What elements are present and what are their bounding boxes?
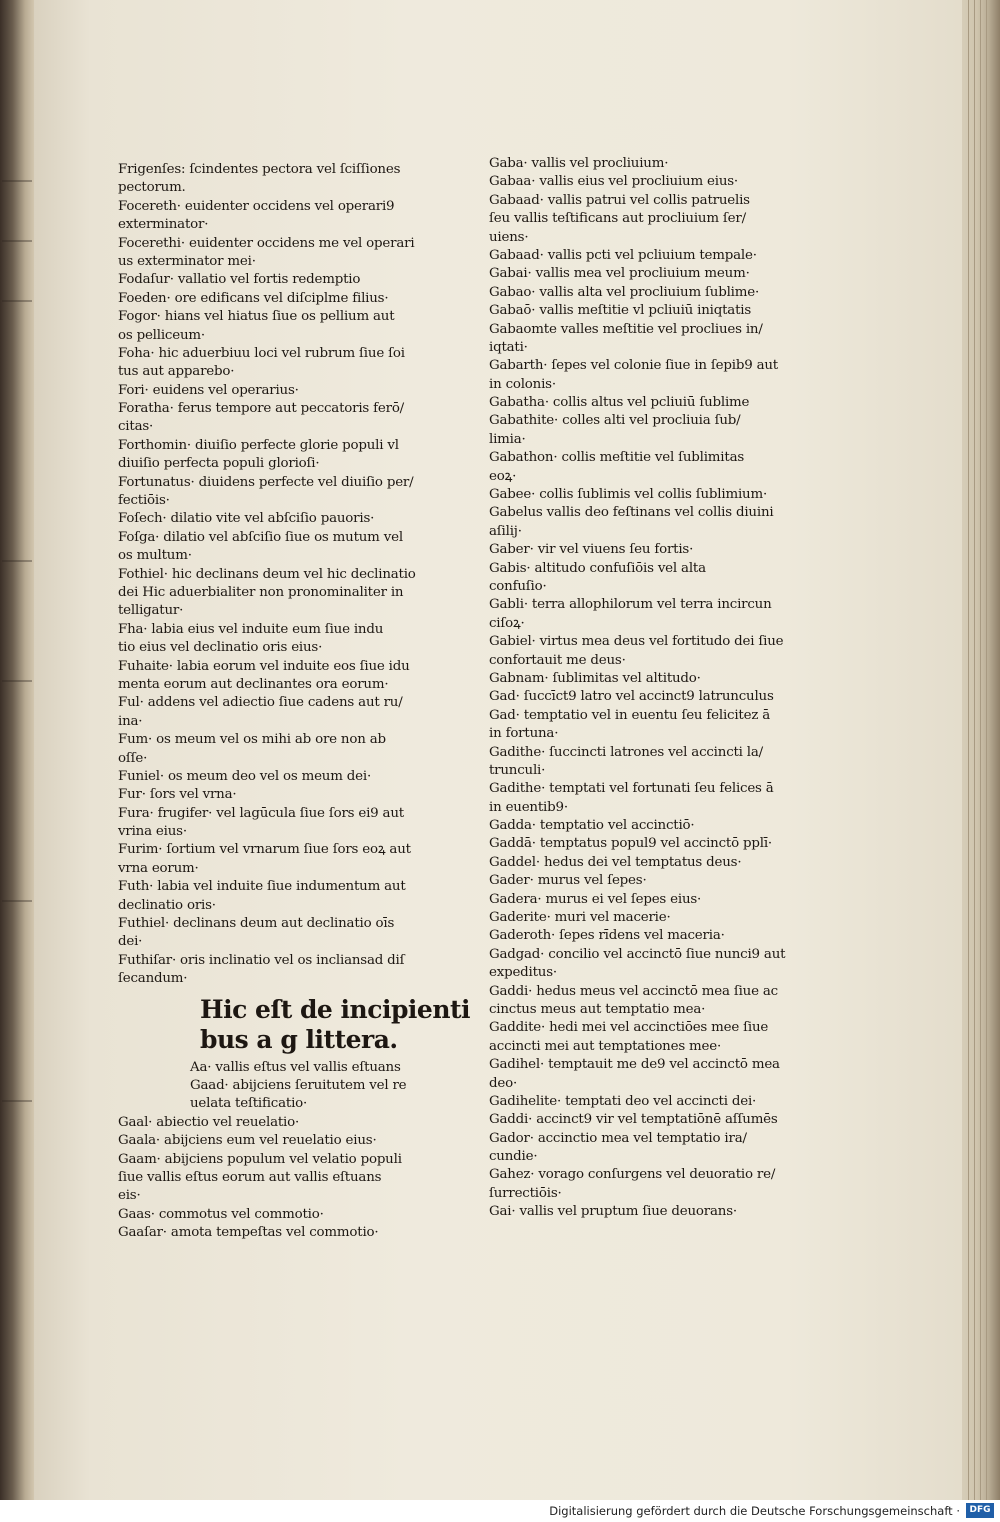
text-line: os pelliceum· xyxy=(118,327,205,343)
text-line: Futh· labia vel induite ſiue indumentum aut xyxy=(118,879,406,895)
text-line: cundie· xyxy=(489,1149,538,1165)
text-line: Gad· ſuccīct9 latro vel accinct9 latrunculus xyxy=(489,689,774,705)
text-line: Gadithe· temptati vel fortunati ſeu felices ā xyxy=(489,781,774,797)
text-line: Fha· labia eius vel induite eum ſiue indu xyxy=(118,621,384,637)
text-line: Gaad· abijciens ſeruitutem vel re xyxy=(190,1077,407,1093)
text-line: Gabarth· ſepes vel colonie ſiue in ſepib9 aut xyxy=(489,358,778,374)
heading-line: Hic eſt de incipienti xyxy=(200,994,471,1024)
text-line: Fuhaite· labia eorum vel induite eos ſiue idu xyxy=(118,658,410,674)
text-line: Gabnam· ſublimitas vel altitudo· xyxy=(489,670,701,686)
text-line: Gadihelite· temptati deo vel accincti dei· xyxy=(489,1093,757,1109)
text-line: Gad· temptatio vel in euentu ſeu felicitez ā xyxy=(489,707,771,723)
text-line: Fothiel· hic declinans deum vel hic declinatio xyxy=(118,566,416,582)
text-line: Gabai· vallis mea vel procliuium meum· xyxy=(489,266,750,282)
text-line: Gaderite· muri vel macerie· xyxy=(489,910,671,926)
text-line: Gabaō· vallis meſtitie vl pcliuiū iniqtatis xyxy=(489,303,752,319)
text-line: Gaddel· hedus dei vel temptatus deus· xyxy=(489,854,742,870)
text-line: Gaddā· temptatus popul9 vel accinctō pplī· xyxy=(489,836,772,852)
text-line: Gadithe· ſuccincti latrones vel accincti la/ xyxy=(489,744,763,760)
text-line: Gaas· commotus vel commotio· xyxy=(118,1206,324,1222)
text-line: Fum· os meum vel os mihi ab ore non ab xyxy=(118,732,386,748)
text-line: fectiōis· xyxy=(118,493,170,509)
text-line: Gabathite· colles alti vel procliuia ſub/ xyxy=(489,413,741,429)
text-line: exterminator· xyxy=(118,217,209,233)
text-line: Gaddi· accinct9 vir vel temptatiōnē aſſumēs xyxy=(489,1112,778,1128)
text-line: uiens· xyxy=(489,229,529,245)
text-line: vrina eius· xyxy=(118,824,187,840)
text-line: ciſoꝝ· xyxy=(489,615,525,631)
text-line: in euentib9· xyxy=(489,799,568,815)
text-line: Gaderoth· ſepes rīdens vel maceria· xyxy=(489,928,725,944)
text-line: Gabaa· vallis eius vel procliuium eius· xyxy=(489,174,738,190)
text-line: Fortunatus· diuidens perfecte vel diuiſio per/ xyxy=(118,474,414,490)
text-line: iqtati· xyxy=(489,339,528,355)
text-line: vrna eorum· xyxy=(118,860,199,876)
text-line: Gader· murus vel ſepes· xyxy=(489,873,647,889)
text-line: Foſech· dilatio vite vel abſciſio pauoris· xyxy=(118,511,375,527)
text-line: Gabee· collis ſublimis vel collis ſublimium· xyxy=(489,487,768,503)
text-line: Fori· euidens vel operarius· xyxy=(118,382,299,398)
left-column-lines xyxy=(118,161,418,989)
text-line: oſſe· xyxy=(118,750,148,766)
text-line: Futhiſar· oris inclinatio vel os incliansad diſ xyxy=(118,952,405,968)
text-line: tus aut apparebo· xyxy=(118,364,235,380)
text-line: Gaba· vallis vel procliuium· xyxy=(489,156,669,171)
text-line: Ful· addens vel adiectio ſiue cadens aut ru/ xyxy=(118,695,403,711)
text-line: Gadihel· temptauit me de9 vel accinctō mea xyxy=(489,1057,780,1073)
text-line: diuiſio perfecta populi glorioſi· xyxy=(118,456,320,472)
text-line: Gaala· abijciens eum vel reuelatio eius· xyxy=(118,1133,377,1149)
text-line: Fogor· hians vel hiatus ſiue os pellium aut xyxy=(118,309,395,325)
text-line: Gabaad· vallis patrui vel collis patruelis xyxy=(489,192,750,208)
text-line: confuſio· xyxy=(489,578,547,594)
text-line: Foratha· ferus tempore aut peccatoris ferō/ xyxy=(118,401,404,417)
text-line: Funiel· os meum deo vel os meum dei· xyxy=(118,768,372,784)
facing-page-edge xyxy=(0,0,36,1500)
text-line: in colonis· xyxy=(489,376,556,392)
text-line: declinatio oris· xyxy=(118,897,216,913)
text-line: dei Hic aduerbialiter non pronominaliter in xyxy=(118,584,404,600)
text-line: Fur· ſors vel vrna· xyxy=(118,787,237,803)
text-line: Gahez· vorago conſurgens vel deuoratio re/ xyxy=(489,1167,776,1183)
text-line: ſurrectiōis· xyxy=(489,1185,562,1201)
text-line: telligatur· xyxy=(118,603,184,619)
text-line: trunculi· xyxy=(489,762,546,778)
text-line: Gaaſar· amota tempeſtas vel commotio· xyxy=(118,1225,379,1241)
text-line: deo· xyxy=(489,1075,518,1091)
text-line: Gaber· vir vel viuens ſeu fortis· xyxy=(489,542,694,558)
text-line: Forthomin· diuiſio perfecte glorie populi vl xyxy=(118,437,399,453)
text-line: Gaddite· hedi mei vel accinctiōes mee ſiue xyxy=(489,1020,769,1036)
text-line: Gabatha· collis altus vel pcliuiū ſublime xyxy=(489,395,750,411)
text-line: ſecandum· xyxy=(118,971,188,987)
text-line: Furim· ſortium vel vrnarum ſiue ſors eoꝝ aut xyxy=(118,842,411,858)
text-line: us exterminator mei· xyxy=(118,253,256,269)
text-line: ina· xyxy=(118,713,143,729)
text-line: cinctus meus aut temptatio mea· xyxy=(489,1001,706,1017)
text-line: Gabis· altitudo confuſiōis vel alta xyxy=(489,560,706,576)
text-line: Gabelus vallis deo feſtinans vel collis diuini xyxy=(489,505,774,521)
text-line: in fortuna· xyxy=(489,726,559,742)
text-line: Gadera· murus ei vel ſepes eius· xyxy=(489,891,702,907)
text-line: os multum· xyxy=(118,548,192,564)
text-line: limia· xyxy=(489,431,526,447)
text-line: Frigenſes: ſcindentes pectora vel ſciſſiones xyxy=(118,162,401,177)
left-text-column xyxy=(118,161,471,1242)
text-line: eoꝝ· xyxy=(489,468,517,484)
text-line: Foha· hic aduerbiuu loci vel rubrum ſiue ſoi xyxy=(118,345,405,361)
text-line: Gabli· terra allophilorum vel terra incircun xyxy=(489,597,772,613)
right-column-lines xyxy=(489,155,789,1222)
text-line: ſeu vallis teſtificans aut procliuium ſer/ xyxy=(489,211,746,227)
text-line: Gaal· abiectio vel reuelatio· xyxy=(118,1114,300,1130)
text-line: Gaddi· hedus meus vel accinctō mea ſiue ac xyxy=(489,983,778,999)
right-text-column xyxy=(489,155,789,1222)
text-line: confortauit me deus· xyxy=(489,652,626,668)
text-line: aſilij· xyxy=(489,523,522,539)
text-line: citas· xyxy=(118,419,154,435)
text-line: Aa· vallis eſtus vel vallis eſtuans xyxy=(190,1059,401,1075)
text-line: uelata teſtificatio· xyxy=(190,1096,308,1112)
section-heading xyxy=(200,994,471,1055)
text-line: dei· xyxy=(118,934,143,950)
dfg-logo: DFG xyxy=(966,1503,994,1518)
text-line: Gabaad· vallis pcti vel pcliuium tempale· xyxy=(489,247,757,263)
funding-credit: Digitalisierung gefördert durch die Deutsche Forschungsgemeinschaft · xyxy=(549,1504,960,1518)
text-line: Focerethi· euidenter occidens me vel operari xyxy=(118,235,415,251)
text-line: Futhiel· declinans deum aut declinatio oīs xyxy=(118,916,395,932)
text-line: Foſga· dilatio vel abſciſio ſiue os mutum vel xyxy=(118,529,403,545)
text-line: expeditus· xyxy=(489,965,557,981)
text-line: Foeden· ore edificans vel diſciplme filius· xyxy=(118,290,389,306)
text-line: tio eius vel declinatio oris eius· xyxy=(118,640,323,656)
text-line: eis· xyxy=(118,1188,141,1204)
text-line: ſiue vallis eſtus eorum aut vallis eſtuans xyxy=(118,1169,382,1185)
text-line: Fodaſur· vallatio vel fortis redemptio xyxy=(118,272,361,288)
text-line: Gabao· vallis alta vel procliuium ſublime· xyxy=(489,284,760,300)
text-line: Gai· vallis vel pruptum ſiue deuorans· xyxy=(489,1204,737,1220)
text-line: Gaam· abijciens populum vel velatio populi xyxy=(118,1151,402,1167)
text-line: Gadda· temptatio vel accinctiō· xyxy=(489,818,695,834)
text-line: accincti mei aut temptationes mee· xyxy=(489,1038,722,1054)
page-stack-edge xyxy=(962,0,1000,1500)
text-line: pectorum. xyxy=(118,180,186,196)
text-line: Gadgad· concilio vel accinctō ſiue nunci9 aut xyxy=(489,946,786,962)
text-line: Focereth· euidenter occidens vel operari9 xyxy=(118,198,395,214)
left-column-after-heading xyxy=(118,1059,418,1243)
text-line: Gador· accinctio mea vel temptatio ira/ xyxy=(489,1130,747,1146)
text-line: Gabaomte valles meſtitie vel procliues in/ xyxy=(489,321,763,337)
text-line: menta eorum aut declinantes ora eorum· xyxy=(118,676,389,692)
heading-line: bus a g littera. xyxy=(200,1024,398,1054)
text-line: Gabathon· collis meſtitie vel ſublimitas xyxy=(489,450,745,466)
text-line: Gabiel· virtus mea deus vel fortitudo dei ſiue xyxy=(489,634,784,650)
text-line: Fura· frugifer· vel lagūcula ſiue ſors ei9 aut xyxy=(118,805,404,821)
footer-bar xyxy=(0,1500,1000,1522)
